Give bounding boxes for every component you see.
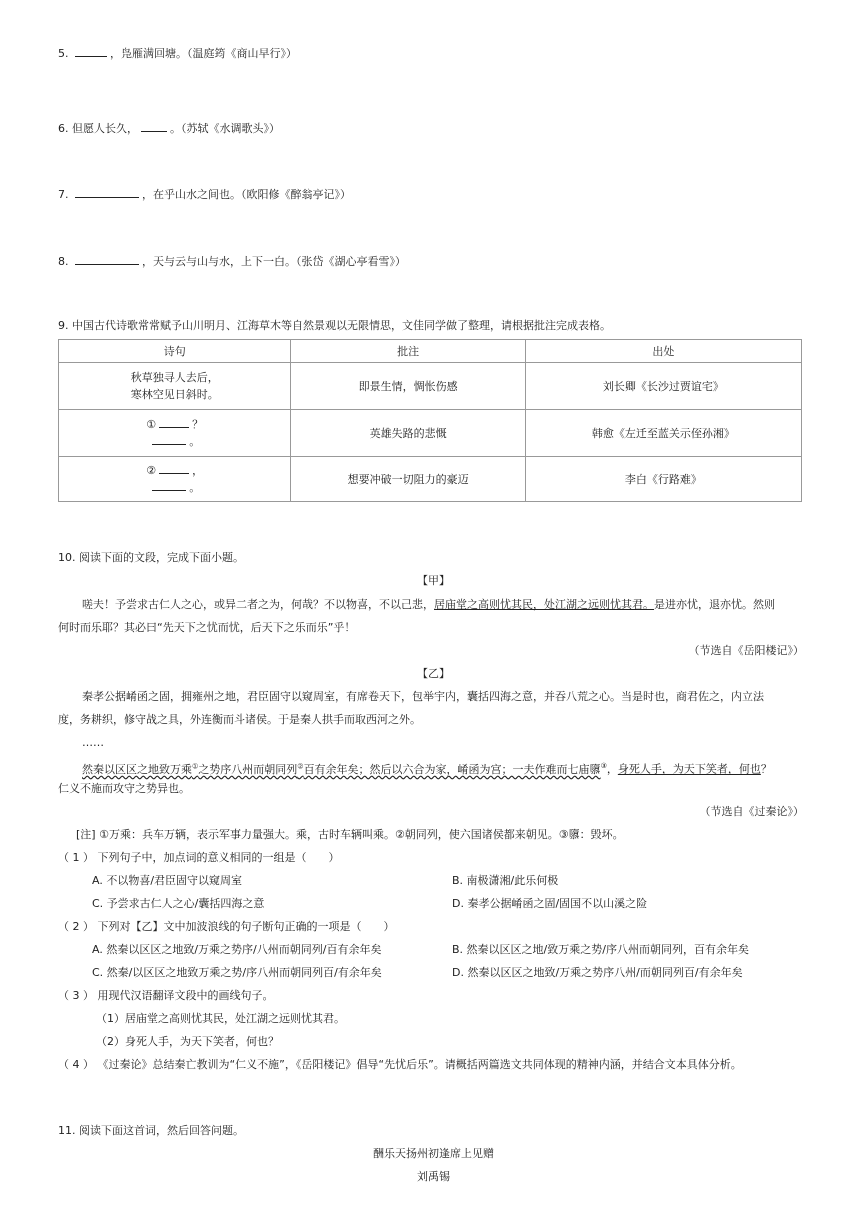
table-header: 出处 [525,340,801,363]
poetry-table [58,339,802,502]
passage-yi-line: 仁义不施而攻守之势异也。 [58,782,190,795]
sub-question-2: （ 2 ） 下列对【乙】文中加波浪线的句子断句正确的一项是（ ） [58,920,395,933]
question-text: ，天与云与山与水，上下一白。（张岱《湖心亭看雪》） [142,255,406,268]
underlined-sentence: 身死人手，为天下笑者，何也 [617,762,761,776]
answer-blank[interactable] [75,253,139,265]
question-number: 8. [58,255,69,268]
source-cell: 刘长卿《长沙过贾谊宅》 [525,363,801,410]
table-row [59,410,802,457]
question-number: 5. [58,47,69,60]
question-number: 7. [58,188,69,201]
option-A[interactable]: A. 然秦以区区之地致/万乘之势序/八州而朝同列/百有余年矣 [92,943,382,956]
option-D[interactable]: D. 秦孝公据崤函之固/固国不以山溪之险 [452,897,648,910]
question-10-title: 10. 阅读下面的文段，完成下面小题。 [58,551,244,564]
poem-author: 刘禹锡 [417,1170,450,1183]
passage-label-yi: 【乙】 [417,667,450,680]
poem-cell: 秋草独寻人去后， 寒林空见日斜时。 [59,363,291,410]
sub-question-3: （ 3 ） 用现代汉语翻译文段中的画线句子。 [58,989,274,1002]
table-header: 诗句 [59,340,291,363]
option-C[interactable]: C. 予尝求古仁人之心/囊括四海之意 [92,897,265,910]
answer-blank[interactable] [75,186,139,198]
answer-blank[interactable] [152,479,186,491]
answer-blank[interactable] [159,416,189,428]
passage-label-jia: 【甲】 [417,574,450,587]
answer-blank[interactable] [159,462,189,474]
option-B[interactable]: B. 然秦以区区之地/致万乘之势/序八州而朝同列，百有余年矣 [452,943,749,956]
table-header: 批注 [291,340,525,363]
passage-yi-line: 度，务耕织，修守战之具，外连衡而斗诸侯。于是秦人拱手而取西河之外。 [58,713,421,726]
question-6 [58,120,280,137]
option-D[interactable]: D. 然秦以区区之地致/万乘之势序八州/而朝同列百/有余年矣 [452,966,743,979]
note-cell: 即景生情，惆怅伤感 [291,363,525,410]
option-A[interactable]: A. 不以物喜/君臣固守以窥周室 [92,874,243,887]
table-row [59,457,802,502]
translation-item: （1）居庙堂之高则忧其民，处江湖之远则忧其君。 [96,1012,345,1025]
source-note: （节选自《过秦论》） [699,805,804,818]
source-note: （节选自《岳阳楼记》） [688,644,804,657]
passage-jia-line: 嗟夫！予尝求古仁人之心，或异二者之为，何哉？不以物喜，不以己悲，居庙堂之高则忧其民，处江湖之远则忧其君。是进亦忧，退亦忧。然则 [82,598,775,611]
source-cell: 李白《行路难》 [525,457,801,502]
option-B[interactable]: B. 南极潇湘/此乐何极 [452,874,559,887]
underlined-sentence: 居庙堂之高则忧其民，处江湖之远则忧其君。 [434,598,654,611]
question-text: 6. 但愿人长久， [58,122,138,135]
question-9-title: 9. 中国古代诗歌常常赋予山川明月、江海草木等自然景观以无限情思，文佳同学做了整理，请根据批注完成表格。 [58,319,611,332]
translation-item: （2）身死人手，为天下笑者，何也？ [96,1035,279,1048]
question-11-title: 11. 阅读下面这首词，然后回答问题。 [58,1124,244,1137]
question-5 [58,45,297,62]
table-row [59,363,802,410]
question-7 [58,186,351,203]
note-cell: 英雄失路的悲慨 [291,410,525,457]
answer-blank[interactable] [141,120,167,132]
poem-title: 酬乐天扬州初逢席上见赠 [373,1147,494,1160]
sub-question-1: （ 1 ） 下列句子中，加点词的意义相同的一组是（ ） [58,851,340,864]
question-text: ，凫雁满回塘。（温庭筠《商山早行》） [110,47,297,60]
passage-yi-line: 秦孝公据崤函之固，拥雍州之地，君臣固守以窥周室，有席卷天下，包举宇内，囊括四海之意，并吞八荒之心。当是时也，商君佐之，内立法 [82,690,764,703]
annotation-note: [注] ①万乘：兵车万辆，表示军事力量强大。乘，古时车辆叫乘。②朝同列，使六国诸侯都来朝见。③隳：毁坏。 [76,828,624,841]
poem-cell: ② ， 。 [59,457,291,502]
option-C[interactable]: C. 然秦/以区区之地致万乘之势/序八州而朝同列百/有余年矣 [92,966,382,979]
question-text-end: 。（苏轼《水调歌头》） [170,122,280,135]
wavy-sentence: 然秦以区区之地致万乘①之势序八州而朝同列②百有余年矣；然后以六合为家，崤函为宫；一夫作难而七庙隳 [82,762,601,776]
question-text: ，在乎山水之间也。（欧阳修《醉翁亭记》） [142,188,351,201]
answer-blank[interactable] [152,433,186,445]
question-8 [58,253,406,270]
answer-blank[interactable] [75,45,107,57]
sub-question-4: （ 4 ） 《过秦论》总结秦亡教训为“仁义不施”，《岳阳楼记》倡导“先忧后乐”。请概括两篇选文共同体现的精神内涵，并结合文本具体分析。 [58,1058,742,1071]
passage-jia-line: 何时而乐耶？其必曰“先天下之忧而忧，后天下之乐而乐”乎！ [58,621,356,634]
source-cell: 韩愈《左迁至蓝关示侄孙湘》 [525,410,801,457]
poem-cell: ① ？ 。 [59,410,291,457]
ellipsis: …… [82,736,104,749]
note-cell: 想要冲破一切阻力的豪迈 [291,457,525,502]
passage-yi-line: 然秦以区区之地致万乘①之势序八州而朝同列②百有余年矣；然后以六合为家，崤函为宫；一夫作难而七庙隳③，身死人手，为天下笑者，何也？ [82,762,772,776]
